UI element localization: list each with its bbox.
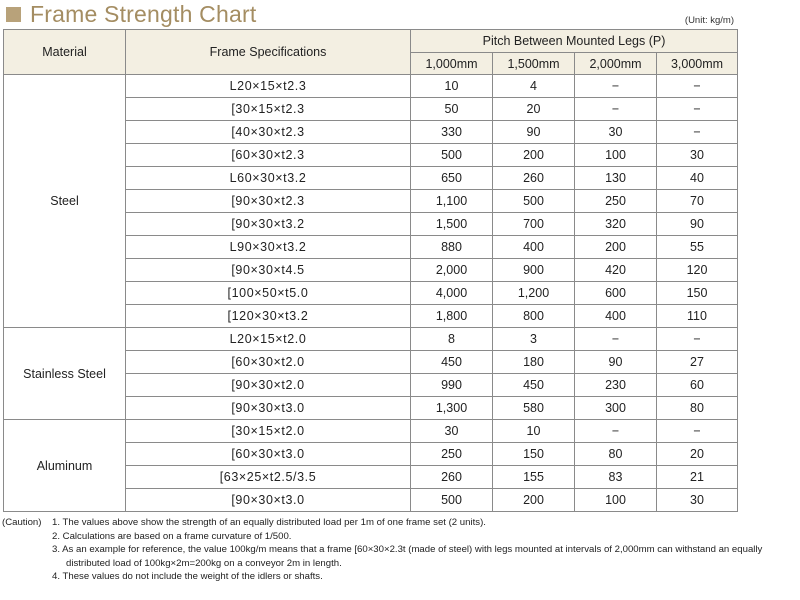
spec-cell: [63×25×t2.5/3.5: [126, 466, 411, 489]
table-body: [4, 75, 738, 512]
header-pitch: Pitch Between Mounted Legs (P): [411, 30, 738, 53]
value-cell: 20: [493, 98, 575, 121]
value-cell: 120: [657, 259, 738, 282]
caution-note: 4. These values do not include the weight of the idlers or shafts.: [52, 571, 323, 582]
spec-cell: L90×30×t3.2: [126, 236, 411, 259]
spec-cell: [90×30×t3.0: [126, 489, 411, 512]
table-row: [4, 328, 738, 351]
value-cell: 420: [575, 259, 657, 282]
value-cell: 500: [493, 190, 575, 213]
value-cell: 90: [493, 121, 575, 144]
value-cell: 250: [411, 443, 493, 466]
unit-label: (Unit: kg/m): [684, 15, 734, 26]
caution-note: 3. As an example for reference, the value 100kg/m means that a frame [60×30×2.3t (made of steel) with legs mounted at intervals of 2,000mm can withstand an equally: [52, 544, 763, 555]
value-cell: 320: [575, 213, 657, 236]
value-cell: 10: [493, 420, 575, 443]
value-cell: 900: [493, 259, 575, 282]
value-cell: 3: [493, 328, 575, 351]
value-cell: 880: [411, 236, 493, 259]
value-cell: 10: [411, 75, 493, 98]
value-cell: 110: [657, 305, 738, 328]
value-cell: 27: [657, 351, 738, 374]
value-cell: 80: [657, 397, 738, 420]
value-cell: −: [657, 420, 738, 443]
value-cell: 30: [657, 489, 738, 512]
value-cell: 8: [411, 328, 493, 351]
spec-cell: [40×30×t2.3: [126, 121, 411, 144]
value-cell: 990: [411, 374, 493, 397]
value-cell: 500: [411, 489, 493, 512]
spec-cell: L20×15×t2.0: [126, 328, 411, 351]
value-cell: 500: [411, 144, 493, 167]
chart-title: [6, 1, 256, 27]
value-cell: 30: [575, 121, 657, 144]
caution-notes: [2, 516, 798, 584]
value-cell: 1,300: [411, 397, 493, 420]
value-cell: 83: [575, 466, 657, 489]
spec-cell: [90×30×t2.3: [126, 190, 411, 213]
value-cell: −: [575, 75, 657, 98]
header-pitch-2000: 2,000mm: [575, 53, 657, 75]
header-pitch-3000: 3,000mm: [657, 53, 738, 75]
value-cell: −: [657, 121, 738, 144]
spec-cell: [60×30×t3.0: [126, 443, 411, 466]
value-cell: 600: [575, 282, 657, 305]
value-cell: 200: [493, 144, 575, 167]
value-cell: 580: [493, 397, 575, 420]
value-cell: 21: [657, 466, 738, 489]
value-cell: 260: [411, 466, 493, 489]
value-cell: 70: [657, 190, 738, 213]
value-cell: 450: [411, 351, 493, 374]
spec-cell: [100×50×t5.0: [126, 282, 411, 305]
spec-cell: [90×30×t2.0: [126, 374, 411, 397]
value-cell: 4,000: [411, 282, 493, 305]
value-cell: 650: [411, 167, 493, 190]
value-cell: 1,800: [411, 305, 493, 328]
value-cell: −: [575, 328, 657, 351]
value-cell: 150: [657, 282, 738, 305]
header-material: Material: [4, 30, 126, 75]
value-cell: 300: [575, 397, 657, 420]
table-row: [4, 75, 738, 98]
header-spec: Frame Specifications: [126, 30, 411, 75]
value-cell: 90: [657, 213, 738, 236]
spec-cell: [30×15×t2.0: [126, 420, 411, 443]
value-cell: 130: [575, 167, 657, 190]
page-title: Frame Strength Chart: [30, 0, 257, 27]
value-cell: 450: [493, 374, 575, 397]
spec-cell: [120×30×t3.2: [126, 305, 411, 328]
caution-note: 2. Calculations are based on a frame curvature of 1/500.: [52, 530, 292, 542]
value-cell: 100: [575, 489, 657, 512]
value-cell: −: [575, 98, 657, 121]
title-square-icon: [6, 7, 21, 22]
value-cell: 50: [411, 98, 493, 121]
value-cell: 4: [493, 75, 575, 98]
value-cell: 400: [575, 305, 657, 328]
value-cell: 30: [411, 420, 493, 443]
value-cell: 1,500: [411, 213, 493, 236]
value-cell: −: [657, 328, 738, 351]
spec-cell: [90×30×t3.0: [126, 397, 411, 420]
spec-cell: L20×15×t2.3: [126, 75, 411, 98]
value-cell: 55: [657, 236, 738, 259]
caution-note: distributed load of 100kg×2m=200kg on a conveyor 2m in length.: [66, 557, 342, 569]
value-cell: 330: [411, 121, 493, 144]
value-cell: 100: [575, 144, 657, 167]
value-cell: 700: [493, 213, 575, 236]
value-cell: 150: [493, 443, 575, 466]
value-cell: 2,000: [411, 259, 493, 282]
spec-cell: L60×30×t3.2: [126, 167, 411, 190]
value-cell: 230: [575, 374, 657, 397]
value-cell: 1,100: [411, 190, 493, 213]
caution-note: 1. The values above show the strength of an equally distributed load per 1m of one frame set (2 units).: [52, 517, 486, 528]
spec-cell: [30×15×t2.3: [126, 98, 411, 121]
value-cell: 250: [575, 190, 657, 213]
value-cell: 180: [493, 351, 575, 374]
value-cell: −: [657, 75, 738, 98]
caution-label: (Caution): [2, 517, 42, 528]
value-cell: 400: [493, 236, 575, 259]
value-cell: 80: [575, 443, 657, 466]
value-cell: −: [575, 420, 657, 443]
table-row: [4, 420, 738, 443]
header-pitch-1500: 1,500mm: [493, 53, 575, 75]
spec-cell: [90×30×t4.5: [126, 259, 411, 282]
value-cell: 30: [657, 144, 738, 167]
value-cell: 20: [657, 443, 738, 466]
value-cell: 200: [575, 236, 657, 259]
value-cell: 800: [493, 305, 575, 328]
value-cell: 40: [657, 167, 738, 190]
spec-cell: [60×30×t2.3: [126, 144, 411, 167]
value-cell: 260: [493, 167, 575, 190]
value-cell: 155: [493, 466, 575, 489]
frame-strength-table: [3, 29, 738, 512]
material-cell: Aluminum: [4, 420, 126, 512]
material-cell: Steel: [4, 75, 126, 328]
value-cell: −: [657, 98, 738, 121]
value-cell: 60: [657, 374, 738, 397]
value-cell: 90: [575, 351, 657, 374]
value-cell: 1,200: [493, 282, 575, 305]
spec-cell: [60×30×t2.0: [126, 351, 411, 374]
value-cell: 200: [493, 489, 575, 512]
material-cell: Stainless Steel: [4, 328, 126, 420]
header-pitch-1000: 1,000mm: [411, 53, 493, 75]
spec-cell: [90×30×t3.2: [126, 213, 411, 236]
